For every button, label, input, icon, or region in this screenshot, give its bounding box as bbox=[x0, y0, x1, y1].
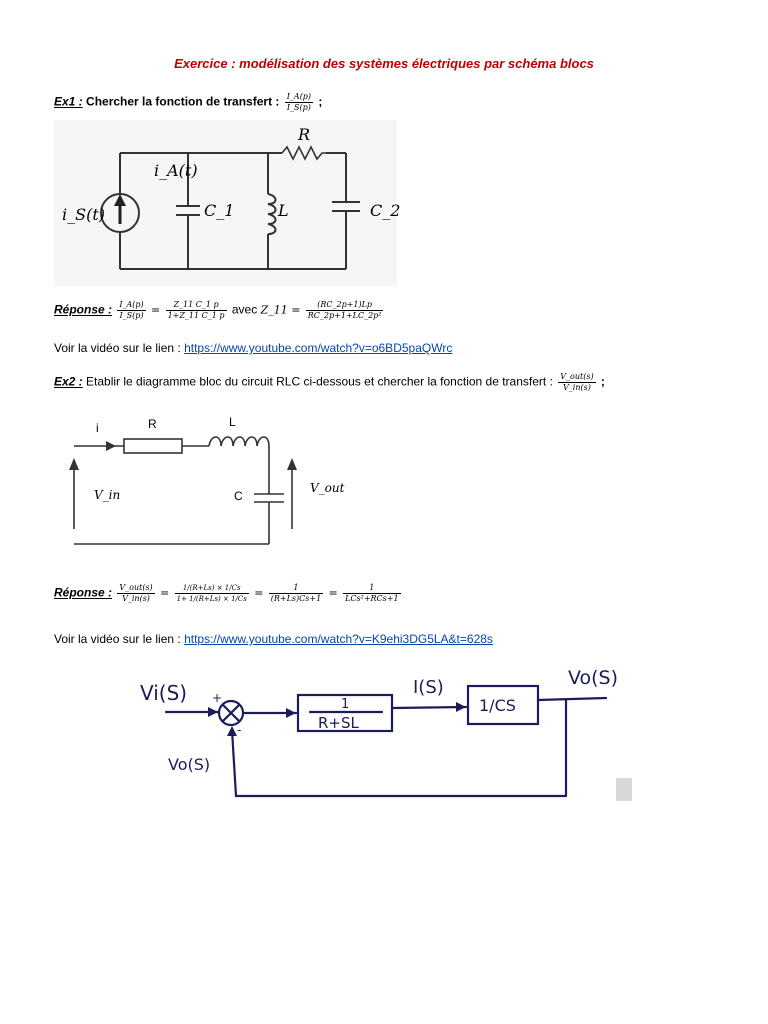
ex1-answer-lhs-den: I_S(p) bbox=[119, 311, 144, 320]
ex2-video-link[interactable]: https://www.youtube.com/watch?v=K9ehi3DG5LA&t=628s bbox=[184, 632, 493, 646]
ex2-answer-lhs-num: V_out(s) bbox=[119, 583, 153, 592]
ex1-answer-rhs-den: 1+Z_11 C_1 p bbox=[167, 311, 225, 320]
ex2-circuit-svg bbox=[54, 404, 354, 554]
ex1-statement bbox=[54, 92, 322, 113]
ex1-text: Chercher la fonction de transfert : bbox=[86, 94, 280, 109]
ex1-circuit-svg bbox=[54, 120, 401, 286]
ex1-answer-rhs-num: Z_11 C_1 p bbox=[166, 300, 227, 311]
ex2-tf-fraction bbox=[558, 372, 595, 393]
ex2-output-label: Vo(S) bbox=[568, 667, 619, 689]
page-title: Exercice : modélisation des systèmes électriques par schéma blocs bbox=[174, 56, 594, 71]
ex2-vout-label: V_out bbox=[310, 481, 345, 495]
ex2-l-label: L bbox=[229, 415, 236, 429]
ex2-answer-f1-num: 1/(R+Ls) × 1/Cs bbox=[175, 583, 249, 594]
ex2-tf-den: V_in(s) bbox=[562, 383, 591, 392]
ex1-video-link[interactable]: https://www.youtube.com/watch?v=o6BD5paQWrc bbox=[184, 341, 453, 355]
ex1-r-label: R bbox=[298, 125, 311, 144]
ex1-c1-label: C_1 bbox=[204, 201, 235, 220]
ex2-c-label: C bbox=[234, 489, 243, 503]
ex1-answer-z-den: RC_2p+1+LC_2p² bbox=[307, 311, 382, 320]
ex1-tf-num: I_A(p) bbox=[286, 92, 312, 101]
ex2-answer-f3 bbox=[343, 583, 401, 604]
ex2-block1-den: R+SL bbox=[318, 714, 359, 732]
ex1-c2-label: C_2 bbox=[370, 201, 401, 220]
ex1-video-line bbox=[54, 341, 452, 355]
ex1-answer-rhs bbox=[166, 300, 227, 321]
ex2-block1-num: 1 bbox=[341, 697, 350, 712]
ex2-r-label: R bbox=[148, 417, 157, 431]
ex1-answer-lhs bbox=[117, 300, 145, 321]
ex2-input-label: Vi(S) bbox=[140, 681, 188, 705]
ex2-intermediate-label: I(S) bbox=[413, 677, 444, 698]
ex2-tf-num: V_out(s) bbox=[560, 372, 594, 381]
ex1-answer-z-fraction bbox=[306, 300, 384, 321]
ex1-video-text: Voir la vidéo sur le lien : bbox=[54, 341, 181, 355]
ex1-tf-fraction bbox=[285, 92, 313, 113]
ex2-block-diagram bbox=[136, 660, 632, 801]
ex2-text: Etablir le diagramme bloc du circuit RLC ci-dessous et chercher la fonction de transfert : bbox=[86, 374, 553, 389]
ex2-answer-f2-den: (R+Ls)Cs+1 bbox=[270, 594, 322, 603]
ex2-diagram-edge bbox=[616, 778, 632, 801]
ex2-answer-f1 bbox=[175, 583, 249, 604]
ex2-end: ; bbox=[600, 374, 605, 389]
ex2-answer-f2-num: 1 bbox=[269, 583, 323, 594]
ex2-video-line bbox=[54, 632, 493, 646]
ex1-end: ; bbox=[318, 94, 323, 109]
ex2-tag: Ex2 : bbox=[54, 374, 83, 389]
ex2-block2-label: 1/CS bbox=[479, 696, 516, 715]
ex1-current-label: i_A(t) bbox=[154, 161, 198, 180]
ex1-answer-lhs-num: I_A(p) bbox=[119, 300, 144, 309]
ex2-block-diagram-svg bbox=[136, 660, 632, 801]
ex1-answer-avec: avec bbox=[231, 302, 258, 317]
ex2-answer-f3-den: LCs²+RCs+1 bbox=[345, 594, 399, 603]
ex1-answer-z-num: (RC_2p+1)Lp bbox=[306, 300, 384, 311]
ex1-answer-z: Z_11 = bbox=[260, 303, 301, 317]
ex2-answer-lhs bbox=[117, 583, 154, 604]
ex1-l-label: L bbox=[278, 201, 289, 220]
ex2-answer-tag: Réponse : bbox=[54, 585, 113, 600]
ex2-i-label: i bbox=[96, 421, 99, 435]
ex1-circuit-figure bbox=[54, 120, 401, 286]
ex1-source-label: i_S(t) bbox=[62, 205, 105, 224]
ex2-answer-lhs-den: V_in(s) bbox=[122, 594, 150, 603]
ex1-tag: Ex1 : bbox=[54, 94, 83, 109]
ex2-circuit-figure bbox=[54, 404, 354, 554]
ex2-sum-minus: - bbox=[237, 723, 242, 737]
ex1-answer-tag: Réponse : bbox=[54, 302, 113, 317]
ex2-feedback-label: Vo(S) bbox=[168, 755, 211, 774]
ex2-answer-f1-den: 1+ 1/(R+Ls) × 1/Cs bbox=[176, 595, 247, 603]
ex2-answer-f3-num: 1 bbox=[343, 583, 401, 594]
ex1-answer: Réponse : $\frac{I\_A(p)}{I\_S(p)}$ = $\frac{Z\_11 C\_1 p}{1+Z\_11 C\_1 p}$ avec Z_11 = $\frac{(RC\_2p+1)Lp}{\text{RC\_2p+1+LC\_2p²}}$ bbox=[54, 300, 382, 320]
ex2-vin-label: V_in bbox=[94, 488, 121, 502]
ex1-tf-den: I_S(p) bbox=[286, 103, 311, 112]
ex2-sum-plus: + bbox=[212, 691, 223, 705]
ex2-video-text: Voir la vidéo sur le lien : bbox=[54, 632, 181, 646]
ex2-answer-f2 bbox=[269, 583, 323, 604]
ex2-answer: Réponse : $\frac{\text{V\_out(s)}}{V\_in(s)}$ = $\frac{1/(R+Ls) \times 1/Cs}{1+ 1/(R+Ls) \times 1/Cs}$ = $\frac{1}{(R+Ls)Cs+1}$ = $\frac{1}{\text{LCs²+RCs+1}}$ bbox=[54, 583, 399, 603]
ex2-statement bbox=[54, 372, 605, 393]
